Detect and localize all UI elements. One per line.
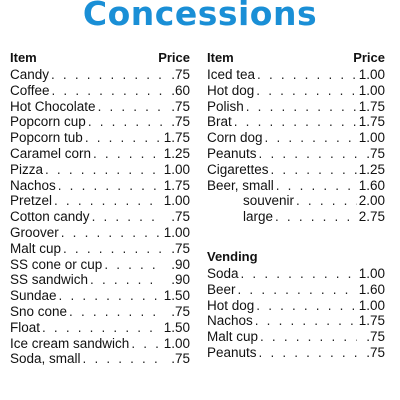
price-row <box>10 67 190 83</box>
price-row <box>207 313 385 329</box>
item-label: Peanuts <box>207 145 257 161</box>
item-label: Hot Chocolate <box>10 98 96 114</box>
dot-leader <box>49 67 162 83</box>
item-label: Hot dog <box>207 297 255 313</box>
item-price: .90 <box>171 272 190 288</box>
item-price: .75 <box>366 329 385 345</box>
price-row <box>207 329 385 345</box>
item-label: Polish <box>207 98 244 114</box>
price-row <box>207 178 385 194</box>
item-label: Peanuts <box>207 344 257 360</box>
dot-leader <box>52 193 162 209</box>
price-row <box>10 288 190 304</box>
item-price: .75 <box>171 303 190 319</box>
item-label: Coffee <box>10 82 50 98</box>
price-header: Price <box>158 50 190 65</box>
item-price: 1.00 <box>358 297 385 313</box>
item-label: Pretzel <box>10 193 53 209</box>
dot-leader <box>239 266 357 282</box>
item-label: Groover <box>10 224 59 240</box>
dot-leader <box>83 130 162 146</box>
dot-leader <box>129 336 162 352</box>
price-row <box>207 67 385 83</box>
item-price: 1.00 <box>358 130 385 146</box>
section-spacer <box>207 225 385 249</box>
item-label: Malt cup <box>207 329 259 345</box>
dot-leader <box>61 241 162 257</box>
price-row <box>10 193 190 209</box>
item-label: Sno cone <box>10 303 68 319</box>
price-row <box>207 130 385 146</box>
dot-leader <box>257 146 357 162</box>
item-price: 1.75 <box>163 177 190 193</box>
item-label: Cigarettes <box>207 161 269 177</box>
item-price: 1.75 <box>358 98 385 114</box>
dot-leader <box>254 83 357 99</box>
item-price: 1.00 <box>358 67 385 82</box>
dot-leader <box>96 99 162 115</box>
price-row <box>10 178 190 194</box>
item-label: Float <box>10 319 41 335</box>
price-row <box>10 225 190 241</box>
item-label: Pizza <box>10 161 44 177</box>
vending-item-list <box>207 266 385 361</box>
price-row <box>207 266 385 282</box>
item-label: Caramel corn <box>10 145 92 161</box>
price-row <box>207 298 385 314</box>
column-header <box>10 50 190 67</box>
dot-leader <box>91 146 162 162</box>
left-price-column <box>10 50 190 367</box>
dot-leader <box>50 83 162 99</box>
dot-leader <box>244 99 357 115</box>
item-price: 1.50 <box>163 288 190 304</box>
item-price: 1.60 <box>358 281 385 297</box>
dot-leader <box>40 320 162 336</box>
item-label: Cotton candy <box>10 209 90 225</box>
right-item-list <box>207 67 385 225</box>
dot-leader <box>90 209 162 225</box>
item-price: 1.25 <box>358 161 385 177</box>
price-row <box>10 272 190 288</box>
item-label: souvenir <box>243 193 295 209</box>
item-label: large <box>243 209 274 225</box>
item-price: 1.00 <box>358 82 385 98</box>
item-label: Beer <box>207 281 236 297</box>
item-price: 1.00 <box>163 224 190 240</box>
price-row <box>207 345 385 361</box>
item-label: Popcorn cup <box>10 114 86 130</box>
price-row <box>10 336 190 352</box>
item-label: Sundae <box>10 288 57 304</box>
dot-leader <box>255 67 357 83</box>
dot-leader <box>81 351 162 367</box>
price-row <box>10 99 190 115</box>
item-price: .75 <box>366 145 385 161</box>
item-label: SS cone or cup <box>10 256 103 272</box>
price-row <box>10 257 190 273</box>
dot-leader <box>59 225 162 241</box>
price-row <box>10 320 190 336</box>
column-header <box>207 50 385 67</box>
item-label: Malt cup <box>10 240 62 256</box>
item-label: Soda <box>207 265 239 281</box>
dot-leader <box>232 114 357 130</box>
item-label: Ice cream sandwich <box>10 335 130 351</box>
dot-leader <box>67 304 162 320</box>
price-header: Price <box>353 50 385 65</box>
price-row <box>207 146 385 162</box>
price-row <box>10 162 190 178</box>
dot-leader <box>236 282 357 298</box>
price-row <box>10 209 190 225</box>
item-price: 1.50 <box>163 319 190 335</box>
item-price: .75 <box>171 67 190 82</box>
item-price: 2.00 <box>358 193 385 209</box>
item-price: .60 <box>171 82 190 98</box>
price-row <box>10 114 190 130</box>
item-label: Nachos <box>10 177 56 193</box>
item-label: Brat <box>207 114 232 130</box>
price-row <box>207 193 385 209</box>
item-price: 1.00 <box>163 335 190 351</box>
dot-leader <box>253 313 357 329</box>
price-row <box>207 114 385 130</box>
vending-section-title: Vending <box>207 248 258 264</box>
price-row <box>10 241 190 257</box>
item-label: Candy <box>10 67 50 82</box>
item-price: .90 <box>171 256 190 272</box>
item-label: Corn dog <box>207 130 263 146</box>
price-row <box>10 304 190 320</box>
right-price-column <box>207 50 385 361</box>
price-row <box>207 162 385 178</box>
price-row <box>207 282 385 298</box>
item-price: 1.60 <box>358 177 385 193</box>
item-label: Nachos <box>207 313 253 329</box>
dot-leader <box>86 114 162 130</box>
item-price: .75 <box>171 351 190 367</box>
price-row <box>207 83 385 99</box>
item-label: SS sandwich <box>10 272 89 288</box>
item-price: 1.75 <box>358 114 385 130</box>
dot-leader <box>274 178 357 194</box>
price-row <box>10 146 190 162</box>
dot-leader <box>102 257 162 273</box>
dot-leader <box>254 298 357 314</box>
item-price: 1.00 <box>163 161 190 177</box>
price-row <box>207 99 385 115</box>
dot-leader <box>88 272 162 288</box>
item-label: Beer, small <box>207 177 274 193</box>
dot-leader <box>269 162 357 178</box>
item-price: .75 <box>171 98 190 114</box>
dot-leader <box>273 209 357 225</box>
item-price: .75 <box>171 114 190 130</box>
price-row <box>207 209 385 225</box>
price-row <box>10 130 190 146</box>
item-price: .75 <box>171 240 190 256</box>
dot-leader <box>258 329 357 345</box>
dot-leader <box>56 178 162 194</box>
item-label: Soda, small <box>10 351 81 367</box>
item-label: Popcorn tub <box>10 130 83 146</box>
item-header: Item <box>10 50 37 65</box>
dot-leader <box>294 193 357 209</box>
item-header: Item <box>207 50 234 65</box>
item-label: Iced tea <box>207 67 256 82</box>
item-price: 2.75 <box>358 209 385 225</box>
item-price: 1.75 <box>163 130 190 146</box>
item-price: 1.25 <box>163 145 190 161</box>
dot-leader <box>43 162 162 178</box>
dot-leader <box>257 345 357 361</box>
price-row <box>10 351 190 367</box>
price-row <box>10 83 190 99</box>
item-price: 1.75 <box>358 313 385 329</box>
item-label: Hot dog <box>207 82 255 98</box>
dot-leader <box>57 288 162 304</box>
item-price: .75 <box>366 344 385 360</box>
item-price: .75 <box>171 209 190 225</box>
item-price: 1.00 <box>163 193 190 209</box>
page-title: Concessions <box>82 0 318 33</box>
dot-leader <box>263 130 357 146</box>
item-price: 1.00 <box>358 265 385 281</box>
left-item-list <box>10 67 190 367</box>
